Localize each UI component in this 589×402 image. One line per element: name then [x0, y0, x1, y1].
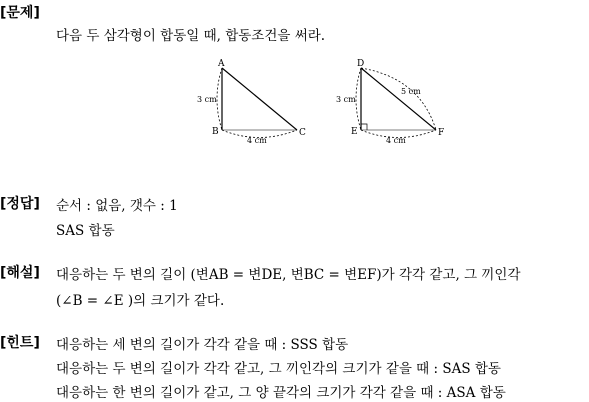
vertex-d: D — [357, 59, 365, 69]
triangle-abc — [197, 59, 306, 145]
label-bc: 4 cm — [247, 136, 267, 145]
side-ac — [222, 68, 297, 130]
hint-line-3: 대응하는 한 변의 길이가 같고, 그 양 끝각의 크기가 각각 같을 때 : ASA 합동 — [56, 385, 506, 401]
label-de: 3 cm — [336, 95, 356, 104]
vertex-e: E — [351, 127, 358, 137]
answer-line-1: 순서 : 없음, 갯수 : 1 — [56, 198, 178, 214]
label-ef: 4 cm — [386, 136, 406, 145]
hint-label: [힌트] — [0, 335, 40, 351]
label-ab: 3 cm — [197, 95, 217, 104]
right-angle-mark — [361, 124, 367, 130]
hint-line-2: 대응하는 두 변의 길이가 각각 같고, 그 끼인각의 크기가 같을 때 : SAS 합동 — [56, 361, 501, 377]
explanation-line-2: (∠B = ∠E )의 크기가 같다. — [56, 293, 225, 309]
explanation-line-1: 대응하는 두 변의 길이 (변AB = 변DE, 변BC = 변EF)가 각각 같고, 그 끼인각 — [56, 267, 521, 283]
triangle-def — [336, 59, 444, 145]
problem-text: 다음 두 삼각형이 합동일 때, 합동조건을 써라. — [56, 28, 326, 44]
vertex-f: F — [438, 128, 445, 138]
explanation-label: [해설] — [0, 265, 40, 281]
vertex-a: A — [218, 59, 225, 69]
arc-ab — [217, 68, 222, 130]
answer-label: [정답] — [0, 196, 40, 212]
hint-line-1: 대응하는 세 변의 길이가 각각 같을 때 : SSS 합동 — [56, 337, 349, 353]
arc-de — [356, 68, 361, 130]
problem-label: [문제] — [0, 5, 40, 21]
side-df — [361, 68, 436, 130]
answer-line-2: SAS 합동 — [56, 223, 115, 239]
label-df: 5 cm — [401, 87, 421, 96]
vertex-b: B — [212, 127, 219, 137]
vertex-c: C — [299, 128, 306, 138]
triangles-figure — [0, 0, 589, 160]
